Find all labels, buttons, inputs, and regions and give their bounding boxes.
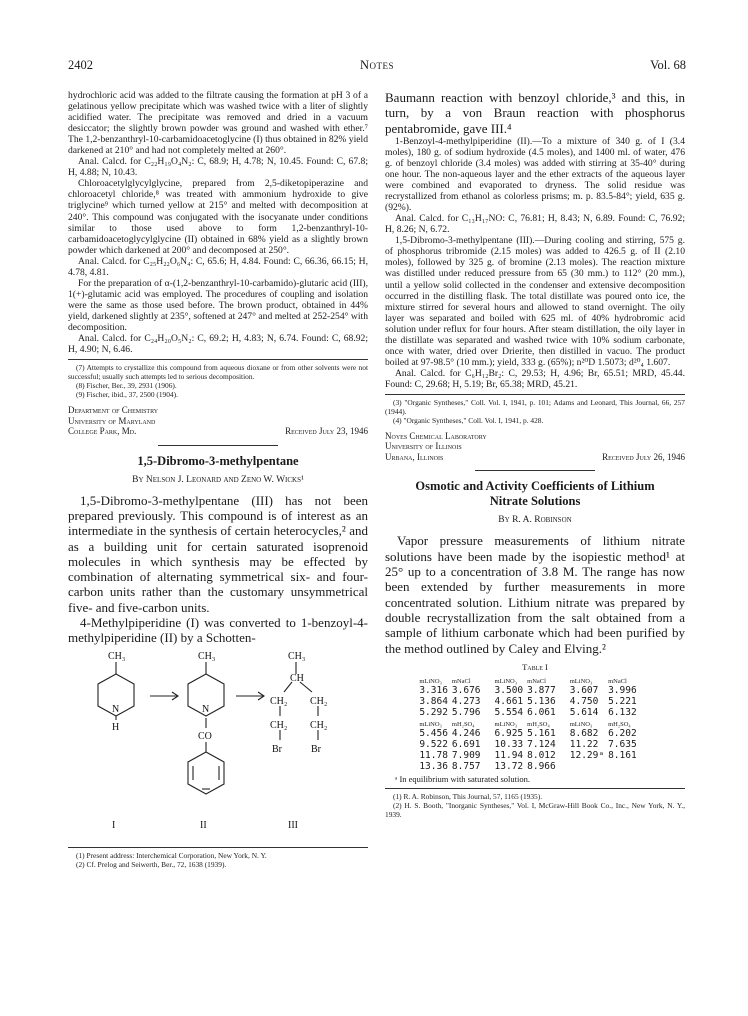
paragraph: For the preparation of α-(1,2-benzanthryl-10-carbamido)-glutaric acid (III), 1(+)-glutamic acid was employed. The procedures of coupling and isolation were the same as those used before. The brown product, obtained in 44% yield, darkened slightly at 235°, softened at 247° and melted at 252-254° with decomposition. [68, 277, 368, 333]
table-header-cell: mH₂SO₄ [527, 720, 550, 728]
ch2-label: CH₂ [310, 695, 328, 707]
table-cell: 5.136 [527, 695, 556, 707]
table-cell: 5.161 [527, 727, 556, 739]
ch-label: CH [290, 672, 304, 684]
table-cell: 5.456 [419, 727, 448, 739]
table-header-row [419, 718, 650, 728]
table-cell: 4.750 [569, 695, 599, 707]
footnote: (3) "Organic Syntheses," Coll. Vol. I, 1941, p. 101; Adams and Leonard, This Journal, 66, 257 (1944). [385, 397, 685, 416]
footnote: (1) R. A. Robinson, This Journal, 57, 1165 (1935). [393, 791, 543, 801]
table-row [419, 739, 650, 750]
analysis-paragraph: Anal. Calcd. for C₂₅H₂₂O₆N₄: C, 65.6; H, 4.84. Found: C, 66.36, 66.15; H, 4.78, 4.81. [68, 255, 368, 278]
table-row [419, 696, 650, 707]
table-cell: 7.124 [527, 738, 556, 750]
table-cell: 3.316 [419, 684, 448, 696]
table-footnote: ᵃ In equilibrium with saturated solution. [395, 773, 530, 784]
table-cell: 6.132 [608, 706, 637, 718]
table-cell: 13.36 [419, 760, 448, 772]
footnote-divider [68, 359, 368, 360]
table-cell: 6.691 [451, 738, 481, 750]
table-cell: 6.061 [527, 706, 556, 718]
table-cell: 3.676 [451, 684, 481, 696]
body-paragraph: 1,5-Dibromo-3-methylpentane (III) has not been prepared previously. This compound is of interest as an intermediate in the synthesis of certain heterocycles,² and as a building unit for certain saturated isoprenoid molecules in which synthesis may be effected by combination of alternating symmetrical six- and four-carbon units rather than the customary unsymmetrical five- and five-carbon units. [68, 492, 368, 615]
analysis-paragraph: Anal. Calcd. for C₂₂H₁₉O₄N₂: C, 68.9; H, 4.78; N, 10.45. Found: C, 67.8; H, 4.88; N, 10.43. [68, 156, 368, 179]
table-cell: 3.500 [494, 684, 524, 696]
table-header-cell: mLiNO₃ [569, 677, 593, 685]
reaction-scheme [68, 648, 368, 838]
affiliation-line: University of Illinois [385, 441, 462, 452]
section-title: Notes [359, 58, 395, 72]
received-date: Received July 26, 1946 [602, 451, 685, 462]
article-author: By R. A. Robinson [498, 515, 572, 526]
ch3-label: CH₃ [198, 650, 216, 662]
footnote: (2) H. S. Booth, "Inorganic Syntheses," Vol. I, McGraw-Hill Book Co., Inc., New York, N. Y., 1939. [385, 800, 685, 819]
table-header-cell: mLiNO₃ [419, 677, 442, 685]
table-cell [608, 761, 651, 772]
table-cell: 6.202 [608, 727, 637, 739]
table-header-cell: mNaCl [527, 677, 546, 685]
analysis-paragraph: Anal. Calcd. for C₆H₁₂Br₂: C, 29.53; H, 4.96; Br, 65.51; MRD, 45.44. Found: C, 29.68; H, 5.19; Br, 65.38; MRD, 45.21. [385, 367, 685, 390]
table-cell: 7.635 [608, 738, 637, 750]
body-paragraph: 4-Methylpiperidine (I) was converted to 1-benzoyl-4-methylpiperidine (II) by a Schotten- [68, 615, 368, 646]
title-line: Osmotic and Activity Coefficients of Lithium [415, 479, 655, 494]
n-label: N [112, 703, 120, 715]
table-cell: 6.925 [494, 727, 524, 739]
title-line: Nitrate Solutions [489, 494, 581, 509]
volume-label: Vol. 68 [650, 58, 686, 72]
table-cell: 5.796 [451, 706, 481, 718]
article-title [385, 479, 685, 509]
compound-label: III [288, 819, 298, 831]
table-cell: 10.33 [494, 738, 524, 750]
footnote: (8) Fischer, Ber., 39, 2931 (1906). [76, 381, 177, 391]
footnote: (9) Fischer, ibid., 37, 2500 (1904). [76, 390, 178, 400]
body-paragraph: Baumann reaction with benzoyl chloride,³ and this, in turn, by a von Braun reaction with phosphorus pentabromide, gave III.⁴ [385, 90, 685, 136]
footnote: (4) "Organic Syntheses," Coll. Vol. I, 1941, p. 428. [393, 415, 544, 425]
analysis-paragraph: Anal. Calcd. for C₂₄H₂₀O₅N₂: C, 69.2; H, 4.83; N, 6.74. Found: C, 68.92; H, 4.90; N, 6.46. [68, 333, 368, 356]
procedure-paragraph: 1-Benzoyl-4-methylpiperidine (II).—To a mixture of 340 g. of I (3.4 moles), 180 g. of sodium hydroxide (4.5 moles), and 1400 ml. of water, 476 g. of benzoyl chloride (3.4 moles) was added with stirring at 35-40° during one hour. The non-aqueous layer and the ether extracts of the aqueous layer were combined and evaporated to dryness. The solid residue was recrystallized from ethanol as colorless prisms; m. p. 83.5-84°; yield, 635 g. (92%). [385, 135, 685, 214]
body-paragraph: Vapor pressure measurements of lithium nitrate solutions have been made by the isopiestic method¹ at 25° up to a concentration of 3.8 M. The range has now been extended by further measurements in more concentrated solution. Lithium nitrate was prepared by double recrystallization from the salt obtained from a sample of lithium carbonate which had been purified by the method outlined by Caley and Elving.² [385, 533, 685, 656]
table-row [419, 685, 650, 696]
ch2-label: CH₂ [270, 695, 288, 707]
h-label: H [112, 721, 120, 733]
table-header-row [419, 675, 650, 685]
ch3-label: CH₃ [108, 650, 126, 662]
article-title: 1,5-Dibromo-3-methylpentane [137, 453, 299, 468]
section-divider [475, 470, 595, 471]
table-header-cell: mNaCl [608, 677, 627, 685]
br-label: Br [272, 743, 282, 755]
table-row [419, 728, 650, 739]
br-label: Br [311, 743, 321, 755]
compound-label: II [200, 819, 207, 831]
table-cell: 7.909 [451, 749, 481, 761]
table-cell: 8.966 [527, 760, 556, 772]
table-cell: 11.78 [419, 749, 448, 761]
table-cell: 3.877 [527, 684, 556, 696]
footnote-divider [385, 788, 685, 789]
footnote: (1) Present address: Interchemical Corporation, New York, N. Y. [76, 850, 267, 860]
right-column [385, 90, 685, 819]
affiliation-line: College Park, Md. [68, 426, 137, 437]
ch2-label: CH₂ [310, 719, 328, 731]
page-header [68, 58, 686, 74]
procedure-paragraph: 1,5-Dibromo-3-methylpentane (III).—During cooling and stirring, 575 g. of phosphorus tribromide (2.15 moles) was added to 426.5 g. of II (2.10 moles), followed by 325 g. of bromine (2.13 moles). The reaction mixture was distilled under reduced pressure from 65 (30 mm.) to 112° (20 mm.), until a yellow solid collected in the condenser and extensive decomposition occurred in the distilling flask. The total distillate was poured onto ice, the mixture stirred for several hours and allowed to stand overnight. The oily layer was separated and boiled with 625 ml. of 40% hydrobromic acid solution under reflux for four hours. After steam distillation, the oily layer in the distillate was separated and washed twice with 10% sodium carbonate, once with water, dried over Drierite, then distilled in vacuo. The product boiled at 97-98.5° (10 mm.); yield, 333 g. (65%); n²⁰D 1.5073; d²⁰₄ 1.607. [385, 235, 685, 368]
table-header-cell: mH₂SO₄ [608, 720, 631, 728]
footnote: (7) Attempts to crystallize this compound from aqueous dioxane or from other solvents were not successful; usually such attempts led to serious decomposition. [68, 363, 368, 382]
ch3-label: CH₃ [288, 650, 306, 662]
table-cell: 4.661 [494, 695, 524, 707]
article-authors: By Nelson J. Leonard and Zeno W. Wicks¹ [132, 474, 304, 485]
affiliation-block [68, 405, 368, 437]
table-cell: 4.246 [451, 727, 481, 739]
table-header-cell: mLiNO₃ [494, 720, 518, 728]
affiliation-line: University of Maryland [68, 415, 156, 426]
affiliation-block [385, 431, 685, 463]
affiliation-line: Noyes Chemical Laboratory [385, 430, 487, 441]
table-row [419, 761, 650, 772]
table-cell: 5.614 [569, 706, 599, 718]
table-cell: 5.221 [608, 695, 637, 707]
table-cell: 3.864 [419, 695, 448, 707]
footnote-divider [68, 847, 368, 848]
table-row [419, 707, 650, 718]
analysis-paragraph: Anal. Calcd. for C₁₃H₁₇NO: C, 76.81; H, 8.43; N, 6.89. Found: C, 76.92; H, 8.26; N, 6.72. [385, 213, 685, 236]
table-cell: 9.522 [419, 738, 448, 750]
footnote: (2) Cf. Prelog and Seiwerth, Ber., 72, 1638 (1939). [76, 859, 227, 869]
paragraph: Chloroacetylglycylglycine, prepared from 2,5-diketopiperazine and chloroacetyl chloride,⁸ was treated with ammonium hydroxide to give triglycine⁹ which turned yellow at 215° and melted with decomposition at 240°. This compound was conjugated with the isocyanate under conditions similar to those used above to form 1,2-benzanthryl-10-carbamidoacetoglycylglycine (II) obtained in 68% yield as a slightly brown powder which darkened at 200° and decomposed at 250°. [68, 178, 368, 256]
table-cell: 8.682 [569, 727, 599, 739]
table-header-cell: mLiNO₃ [419, 720, 442, 728]
paragraph: hydrochloric acid was added to the filtrate causing the formation at pH 3 of a gelatinous yellow precipitate which was washed twice with a liter of slightly acidified water. The precipitate was removed and dried in a vacuum desiccator; the slightly brown powder was ground and washed with ether.⁷ The 1,2-benzanthryl-10-carbamidoacetoglycine (I) thus obtained in 82% yield darkened at 210° and had not completely melted at 260°. [68, 90, 368, 157]
co-label: CO [198, 730, 212, 742]
table-header-cell: mLiNO₃ [494, 677, 518, 685]
table-cell: 4.273 [451, 695, 481, 707]
table-cell: 8.012 [527, 749, 556, 761]
footnote-divider [385, 394, 685, 395]
table-cell: 5.554 [494, 706, 524, 718]
n-label: N [202, 703, 210, 715]
received-date: Received July 23, 1946 [285, 426, 368, 437]
table-cell: 12.29ᵃ [569, 749, 605, 761]
table-cell: 3.607 [569, 684, 599, 696]
table-header-cell: mLiNO₃ [569, 720, 593, 728]
table-cell [570, 761, 608, 772]
data-table [419, 675, 650, 772]
table-cell: 11.94 [494, 749, 524, 761]
page-number: 2402 [68, 58, 93, 72]
table-cell: 5.292 [419, 706, 448, 718]
affiliation-line: Urbana, Illinois [385, 451, 444, 462]
section-divider [158, 445, 278, 446]
left-column [68, 90, 368, 869]
table-cell: 13.72 [494, 760, 524, 772]
table-cell: 8.161 [608, 749, 637, 761]
ch2-label: CH₂ [270, 719, 288, 731]
table-cell: 11.22 [569, 738, 599, 750]
table-cell: 3.996 [608, 684, 637, 696]
affiliation-line: Department of Chemistry [68, 405, 159, 416]
table-header-cell: mNaCl [451, 677, 471, 685]
table-header-cell: mH₂SO₄ [451, 720, 475, 728]
table-cell: 8.757 [451, 760, 481, 772]
table-title: Table I [522, 661, 548, 672]
table-row [419, 750, 650, 761]
compound-label: I [112, 819, 116, 831]
